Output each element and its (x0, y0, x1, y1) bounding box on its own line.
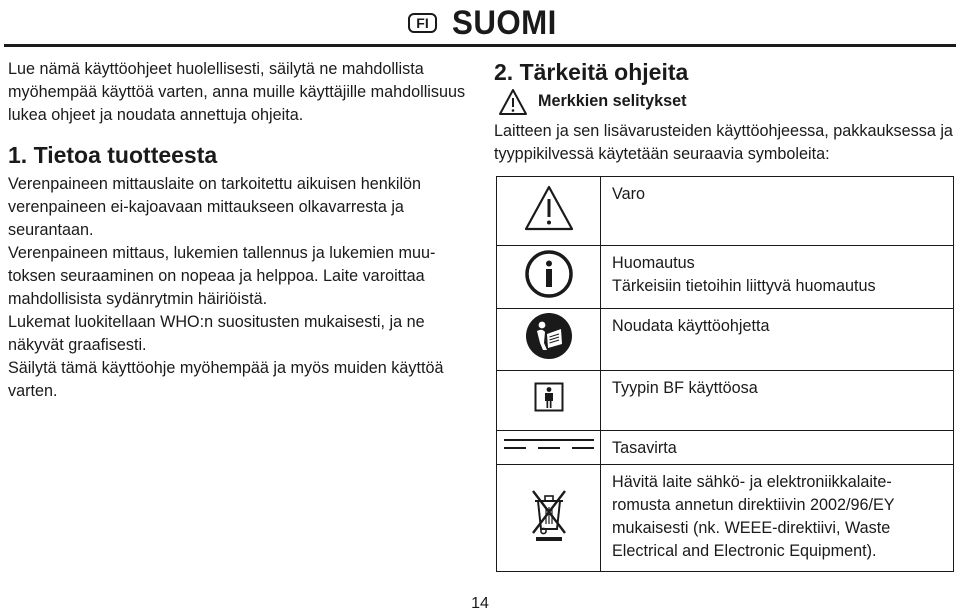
symbol-label: Varo (612, 185, 645, 203)
subheading-text: Merkkien selitykset (538, 92, 687, 110)
table-row (497, 246, 954, 309)
info-icon (525, 250, 573, 298)
symbol-text-cell (601, 246, 954, 309)
product-paragraph: Verenpaineen mittaus, lukemien tallennus ja lukemien muutoksen seuraaminen on nopeaa ja helppoa. Laite varoittaa mahdollisista sydänrytmin häiriöistä. (8, 244, 436, 308)
type-bf-icon (534, 382, 564, 412)
table-row (497, 371, 954, 431)
product-paragraph: Verenpaineen mittauslaite on tarkoitettu aikuisen henkilön verenpaineen ei-kajoavaan mittaukseen olkavarresta ja seurantaan. (8, 175, 422, 239)
table-row (497, 177, 954, 246)
left-column (8, 58, 473, 403)
section-1-title: 1. Tietoa tuotteesta (8, 142, 218, 168)
table-row (497, 431, 954, 465)
table-row (497, 309, 954, 371)
symbol-label: Hävitä laite sähkö- ja elektroniikkalaiteromusta annetun direktiivin 2002/96/EY mukaisesti (nk. WEEE-direktiivi, Waste Electrical and Electronic Equipment). (612, 473, 895, 560)
symbol-text-cell (601, 309, 954, 371)
symbol-cell (497, 371, 601, 431)
table-row (497, 465, 954, 572)
intro-paragraph: Lue nämä käyttöohjeet huolellisesti, säilytä ne mahdollista myöhempää käyttöä varten, anna muille käyttäjille mahdollisuus lukea ohjeet ja noudata annettuja ohjeita. (8, 60, 466, 124)
symbol-label: Tasavirta (612, 439, 677, 457)
section-2-title: 2. Tärkeitä ohjeita (494, 59, 689, 85)
symbols-subheading (494, 86, 960, 120)
symbol-cell (497, 246, 601, 309)
symbol-text-cell (601, 371, 954, 431)
symbol-cell (497, 465, 601, 572)
product-paragraph: Säilytä tämä käyttöohje myöhempää ja myös muiden käyttöä varten. (8, 359, 444, 400)
language-badge: FI (408, 13, 437, 33)
symbol-cell (497, 177, 601, 246)
symbols-table (496, 176, 954, 572)
direct-current-icon (501, 436, 597, 452)
symbol-text-cell (601, 465, 954, 572)
symbol-label: Huomautus (612, 254, 695, 272)
weee-bin-icon (529, 487, 569, 543)
right-column (494, 58, 960, 166)
symbols-description: Laitteen ja sen lisävarusteiden käyttöohjeessa, pakkauksessa ja tyyppikilvessä käytetään seuraavia symboleita: (494, 122, 953, 163)
header-rule (4, 44, 956, 47)
symbol-cell (497, 309, 601, 371)
page-number: 14 (471, 595, 489, 612)
header-bar (0, 0, 960, 48)
symbol-cell (497, 431, 601, 465)
warning-triangle-icon (498, 88, 528, 116)
warning-triangle-icon (524, 185, 574, 231)
product-paragraph: Lukemat luokitellaan WHO:n suositusten mukaisesti, ja ne näkyvät graafisesti. (8, 313, 425, 354)
symbol-label: Tyypin BF käyttöosa (612, 379, 758, 397)
read-manual-icon (525, 312, 573, 360)
symbol-text-cell (601, 177, 954, 246)
symbol-label: Noudata käyttöohjetta (612, 317, 770, 335)
symbol-description: Tärkeisiin tietoihin liittyvä huomautus (612, 277, 876, 295)
language-title: SUOMI (452, 4, 557, 42)
symbol-text-cell (601, 431, 954, 465)
